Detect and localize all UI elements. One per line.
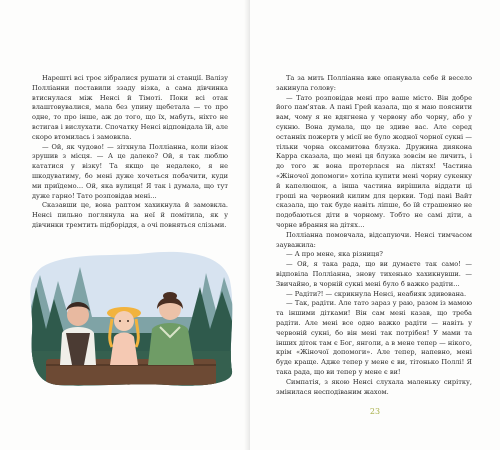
- left-page-text: [32, 74, 228, 231]
- paragraph: — Тато розповідав мені про ваше місто. Він добре його пам'ятав. А пані Грей казала, що я маю пояснити вам, чому я не вдягнена у червону або чорну, або у сукню. Вона думала, що це здиве вас. Але серед останніх пожертв у місії не було жодної чорної сукні — тільки чорна оксамитова блузка. Дружина диякона Карра сказала, що мені ця блузка зовсім не личить, і до того ж вона протерлася на ліктях! Частина «Жіночої допомоги» хотіла купити мені чорну сукенку й капелюшок, а інша частина вирішила віддати ці гроші на червоний килим для церкви. Тоді пані Вайт сказала, що так буде навіть ліпше, бо їй страшенно не подобаються діти в чорному. Тобто не самі діти, а чорне вбрання на дітях…: [276, 93, 472, 229]
- right-page-text: [276, 74, 472, 397]
- paragraph: Та за мить Полліанна вже опанувала себе й весело закинула голову:: [276, 74, 472, 92]
- illustration-pollyanna-wagon: [28, 247, 234, 388]
- paragraph: — Так, радіти. Але тато зараз у раю, разом із мамою та іншими дітками! Він сам мені казав, що треба радіти. Але мені все одно важко радіти — навіть у червоній сукні, бо він мені так потрібен! У мами та інших діток там є Бог, янголи, а в мене тепер — нікого, крім «Жіночої допомоги». Але тепер, напевно, мені буде краще. Адже тепер у мене є ви, тітонько Поллі! Я така рада, що ви тепер у мене є ви!: [276, 299, 472, 376]
- paragraph: — Ой, я така рада, що ви думаєте так само! — відповіла Полліанна, знову тихенько хахикнувши. — Звичайно, в чорній сукні мені було б важко радіти…: [276, 260, 472, 288]
- paragraph: Полліанна помовчала, відсапуючи. Ненсі тимчасом зауважила:: [276, 230, 472, 249]
- paragraph: Симпатія, з якою Ненсі слухала маленьку сирітку, змінилася несподіваним жахом.: [276, 377, 472, 396]
- paragraph: Сказавши це, вона раптом хахикнула й замовкла. Ненсі пильно поглянула на неї й помітила, як у дівчинки тремтить підборіддя, а очі повняться слізьми.: [32, 201, 228, 229]
- page-number: 23: [369, 407, 381, 416]
- paragraph: — Ой, як чудово! — зітхнула Полліанна, коли візок зрушив з місця. — А це далеко? Ой, я так люблю кататися у візку! Та якщо це недалеко, я не шкодуватиму, бо мені дуже хочеться побачити, куди ми приїдемо… Ой, яка вулиця! Я так і думала, що тут дуже гарно! Тато розповідав мені…: [32, 142, 228, 200]
- paragraph: — А про мене, яка різниця?: [286, 250, 383, 259]
- paragraph: — Радіти?! — скрикнула Ненсі, неабияк здивована.: [286, 289, 467, 298]
- paragraph: Нарешті всі троє зібралися рушати зі станції. Валізу Полліанни поставили ззаду візка, а сама дівчинка втиснулася між Ненсі й Тімоті. Поки всі отак влаштовувалися, мала без упину щебетала — то про одне, то про інше, аж до того, що їх, мабуть, ніхто не встигав і вислухати. Спочатку Ненсі відповідала їй, але скоро втомилась і замовкла.: [32, 74, 228, 141]
